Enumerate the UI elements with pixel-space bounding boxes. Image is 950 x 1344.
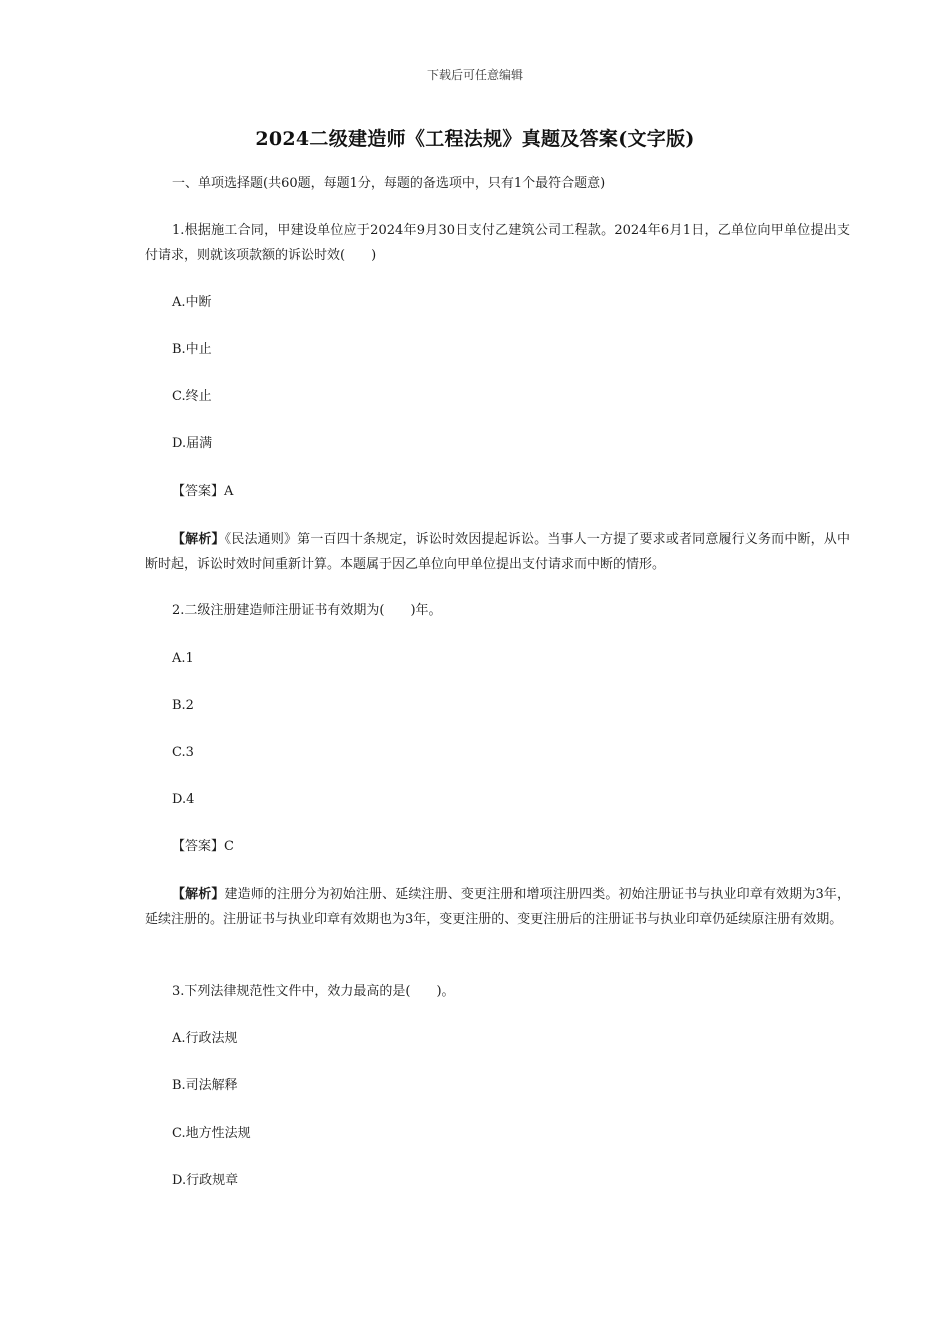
question-2-option-a: A.1 [172,651,194,666]
question-1-analysis [145,527,850,577]
question-2-option-d: D.4 [172,792,195,807]
header-note: 下载后可任意编辑 [426,68,523,82]
question-2-option-b: B.2 [172,698,194,713]
question-2-analysis [145,882,850,932]
analysis-label: 【解析】 [172,887,225,902]
question-1-option-b: B.中止 [172,342,212,357]
question-2-option-c: C.3 [172,745,194,760]
analysis-text: 《民法通则》第一百四十条规定，诉讼时效因提起诉讼。当事人一方提了要求或者同意履行义务而中断，从中断时起，诉讼时效时间重新计算。本题属于因乙单位向甲单位提出支付请求而中断的情形。 [145,532,850,572]
question-1-option-c: C.终止 [172,389,212,404]
question-1-option-d: D.届满 [172,436,213,451]
question-2-answer [172,835,234,859]
question-3-option-b: B.司法解释 [172,1078,238,1093]
answer-value: A [224,484,234,499]
answer-label: 【答案】 [172,484,225,499]
question-3-stem: 3.下列法律规范性文件中，效力最高的是( )。 [172,984,455,999]
question-3-option-c: C.地方性法规 [172,1126,251,1141]
analysis-text: 建造师的注册分为初始注册、延续注册、变更注册和增项注册四类。初始注册证书与执业印章有效期为3年，延续注册的。注册证书与执业印章有效期也为3年，变更注册的、变更注册后的注册证书与执业印章仍延续原注册有效期。 [145,887,850,927]
analysis-label: 【解析】 [172,532,225,547]
document-title: 2024二级建造师《工程法规》真题及答案(文字版) [255,128,695,150]
question-2-stem: 2.二级注册建造师注册证书有效期为( )年。 [172,603,442,618]
question-1-stem: 1.根据施工合同，甲建设单位应于2024年9月30日支付乙建筑公司工程款。2024年6月1日，乙单位向甲单位提出支付请求，则就该项款额的诉讼时效( ) [145,223,850,263]
section-heading: 一、单项选择题(共60题，每题1分，每题的备选项中，只有1个最符合题意) [172,176,606,191]
question-3-option-d: D.行政规章 [172,1173,239,1188]
question-1-option-a: A.中断 [172,295,212,310]
question-3-option-a: A.行政法规 [172,1031,238,1046]
question-1-answer [172,480,233,504]
answer-label: 【答案】 [172,839,225,854]
answer-value: C [224,839,234,854]
